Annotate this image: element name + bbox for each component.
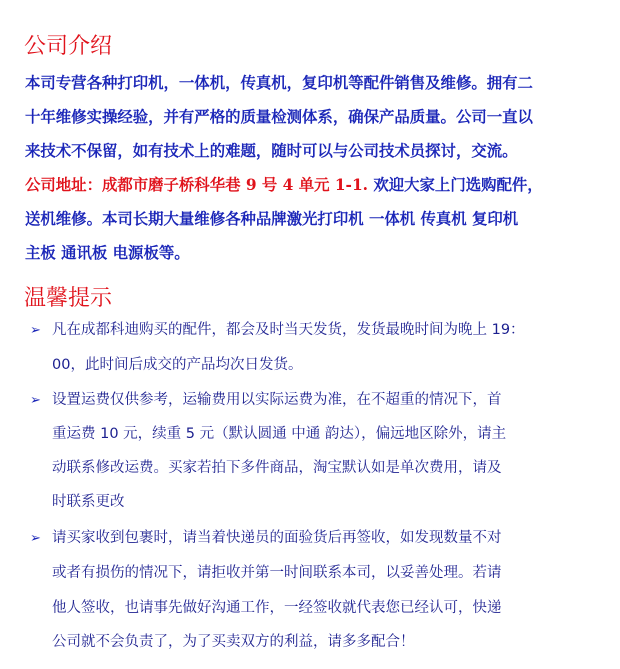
intro-line: 主板 通讯板 电源板等。 [25, 244, 190, 262]
tip-3-line: 或者有损伤的情况下，请拒收并第一时间联系本司，以妥善处理。若请 [52, 565, 502, 581]
tip-2-line: 设置运费仅供参考，运输费用以实际运费为准，在不超重的情况下，首 [52, 392, 502, 408]
tips-heading: 温馨提示 [24, 286, 113, 311]
bullet-arrow-icon: ➢ [30, 531, 41, 546]
intro-line: 十年维修实操经验，并有严格的质量检测体系，确保产品质量。公司一直以 [25, 108, 533, 126]
address-tail: 欢迎大家上门选购配件， [368, 176, 543, 194]
bullet-arrow-icon: ➢ [30, 393, 41, 408]
tip-1-line: 凡在成都科迪购买的配件，都会及时当天发货，发货最晚时间为晚上 19： [52, 322, 525, 338]
tip-2-line: 重运费 10 元，续重 5 元（默认圆通 中通 韵达），偏远地区除外，请主 [52, 426, 507, 442]
tip-2-line: 时联系更改 [52, 494, 125, 510]
company-intro-heading: 公司介绍 [24, 34, 113, 59]
intro-line: 本司专营各种打印机，一体机，传真机，复印机等配件销售及维修。拥有二 [25, 74, 533, 92]
address-line [25, 175, 543, 195]
intro-line: 送机维修。本司长期大量维修各种品牌激光打印机 一体机 传真机 复印机 [25, 210, 519, 228]
bullet-arrow-icon: ➢ [30, 323, 41, 338]
tip-3-line: 他人签收，也请事先做好沟通工作，一经签收就代表您已经认可，快递 [52, 600, 502, 616]
tip-3-line: 公司就不会负责了，为了买卖双方的利益，请多多配合！ [52, 634, 415, 650]
tip-1-line: 00，此时间后成交的产品均次日发货。 [52, 357, 303, 373]
company-address: 公司地址：成都市磨子桥科华巷 9 号 4 单元 1-1. [25, 176, 369, 194]
intro-line: 来技术不保留，如有技术上的难题，随时可以与公司技术员探讨，交流。 [25, 142, 518, 160]
tip-3-line: 请买家收到包裹时，请当着快递员的面验货后再签收，如发现数量不对 [52, 530, 502, 546]
tip-2-line: 动联系修改运费。买家若拍下多件商品，淘宝默认如是单次费用，请及 [52, 460, 502, 476]
